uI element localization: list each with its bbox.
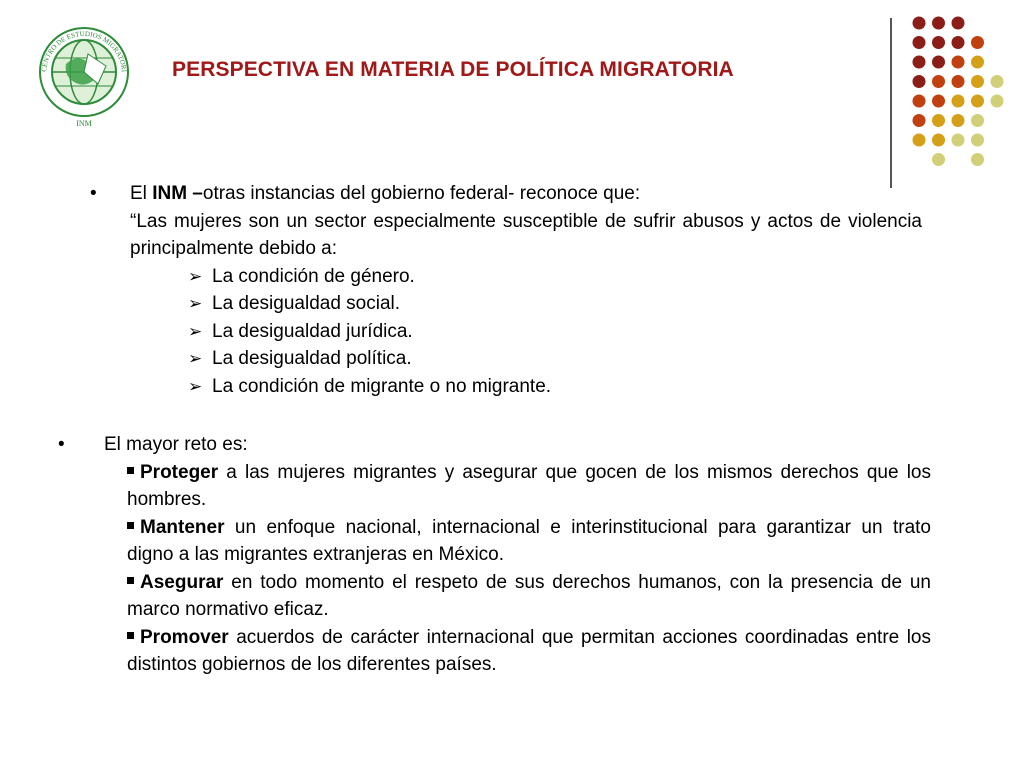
square-bullet-icon — [127, 467, 134, 474]
decor-dot — [952, 17, 965, 30]
cause-item-text: La desigualdad política. — [212, 348, 412, 369]
square-bullet-icon — [127, 577, 134, 584]
dot-grid-decoration — [900, 10, 1020, 170]
intro-bold: INM – — [152, 183, 203, 204]
intro-rest: otras instancias del gobierno federal- reconoce que: — [202, 183, 641, 204]
cause-item — [188, 318, 922, 346]
decor-dot — [913, 75, 926, 88]
decor-dot — [952, 36, 965, 49]
challenge-list — [58, 459, 931, 679]
challenge-text: en todo momento el respeto de sus derechos humanos, con la presencia de un marco normativo eficaz. — [127, 571, 931, 620]
decor-dot — [991, 75, 1004, 88]
arrow-bullet-icon: ➢ — [188, 266, 203, 286]
decor-dot — [913, 95, 926, 108]
cause-item — [188, 373, 922, 401]
quote-text: “Las mujeres son un sector especialmente susceptible de sufrir abusos y actos de violencia principalmente debido a: — [130, 210, 922, 259]
divider-line — [890, 18, 892, 188]
decor-dot — [932, 56, 945, 69]
challenge-verb: Asegurar — [140, 571, 224, 593]
arrow-bullet-icon: ➢ — [188, 321, 203, 341]
square-bullet-icon — [127, 632, 134, 639]
arrow-bullet-icon: ➢ — [188, 294, 203, 313]
intro-prefix: El — [130, 183, 153, 204]
challenge-text: a las mujeres migrantes y asegurar que gocen de los mismos derechos que los hombres. — [127, 461, 931, 510]
inm-logo — [36, 24, 132, 132]
decor-dot — [932, 134, 945, 147]
challenge-item — [127, 459, 931, 514]
challenge-heading: El mayor reto es: — [104, 434, 248, 455]
square-bullet-icon — [127, 522, 134, 529]
decor-dot — [932, 75, 945, 88]
decor-dot — [971, 153, 984, 166]
arrow-bullet-icon: ➢ — [188, 349, 203, 368]
decor-dot — [932, 17, 945, 30]
arrow-bullet-icon: ➢ — [188, 376, 203, 396]
challenge-verb: Mantener — [140, 516, 225, 538]
challenge-text: un enfoque nacional, internacional e interinstitucional para garantizar un trato digno a las migrantes extranjeras en México. — [127, 516, 931, 565]
decor-dot — [971, 134, 984, 147]
decor-dot — [913, 56, 926, 69]
challenge-item — [127, 569, 931, 624]
bullet-icon: • — [90, 183, 97, 204]
decor-dot — [952, 56, 965, 69]
challenge-text: acuerdos de carácter internacional que permitan acciones coordinadas entre los distintos gobiernos de los diferentes países. — [127, 626, 931, 675]
challenge-item — [127, 624, 931, 679]
decor-dot — [971, 95, 984, 108]
decor-dot — [932, 114, 945, 127]
decor-dot — [991, 95, 1004, 108]
decor-dot — [971, 36, 984, 49]
decor-dot — [952, 134, 965, 147]
decor-dot — [932, 36, 945, 49]
challenge-verb: Proteger — [140, 461, 219, 483]
cause-item-text: La condición de género. — [212, 265, 415, 287]
section-inm-recognition — [90, 180, 922, 400]
decor-dot — [913, 17, 926, 30]
decor-dot — [971, 114, 984, 127]
decor-dot — [952, 95, 965, 108]
page-title: PERSPECTIVA EN MATERIA DE POLÍTICA MIGRATORIA — [172, 58, 734, 81]
logo-ring-text: CENTRO DE ESTUDIOS MIGRATORI — [40, 29, 128, 73]
cause-item — [188, 345, 922, 373]
challenge-item — [127, 514, 931, 569]
decor-dot — [932, 95, 945, 108]
cause-item — [188, 290, 922, 318]
section-main-challenge — [58, 431, 931, 679]
decor-dot — [932, 153, 945, 166]
cause-item-text: La condición de migrante o no migrante. — [212, 375, 552, 397]
decor-dot — [913, 134, 926, 147]
cause-item — [188, 263, 922, 291]
cause-item-text: La desigualdad social. — [212, 293, 401, 314]
decor-dot — [913, 36, 926, 49]
decor-dot — [952, 75, 965, 88]
decor-dot — [952, 114, 965, 127]
intro-line — [130, 180, 922, 208]
cause-item-text: La desigualdad jurídica. — [212, 320, 413, 342]
challenge-verb: Promover — [140, 626, 229, 648]
decor-dot — [913, 114, 926, 127]
logo-bottom-text: INM — [76, 119, 92, 128]
decor-dot — [971, 75, 984, 88]
decor-dot — [971, 56, 984, 69]
bullet-icon: • — [58, 434, 65, 455]
cause-list — [90, 263, 922, 401]
